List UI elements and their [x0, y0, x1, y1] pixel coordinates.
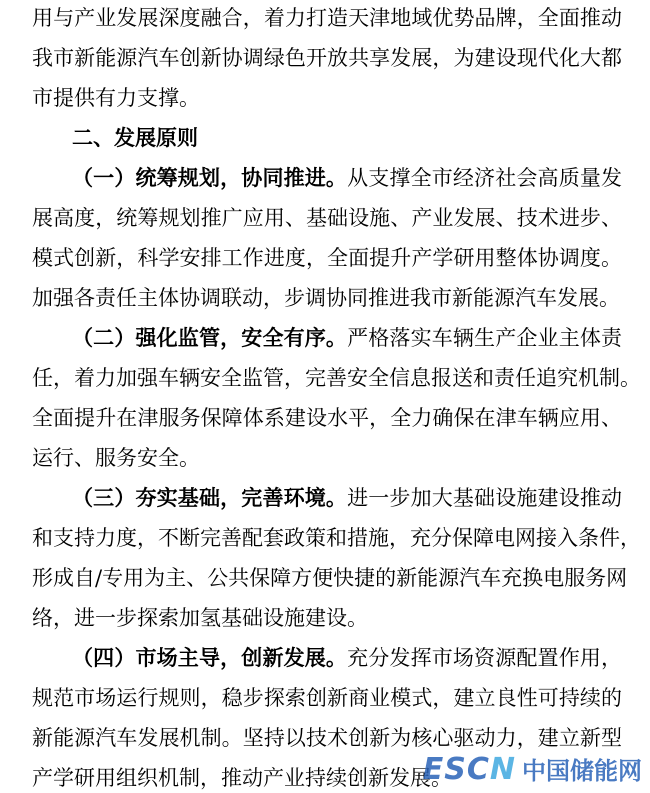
text-line: 和支持力度，不断完善配套政策和措施，充分保障电网接入条件，	[32, 526, 641, 550]
paragraph-title: （二）强化监管，安全有序。	[72, 326, 348, 350]
text-line: 展高度，统筹规划推广应用、基础设施、产业发展、技术进步、	[32, 206, 622, 230]
watermark-logo-main: ESC	[422, 752, 490, 787]
watermark-logo	[423, 751, 642, 787]
paragraph-first-line	[72, 326, 622, 350]
text-line: 我市新能源汽车创新协调绿色开放共享发展，为建设现代化大都	[32, 46, 622, 70]
paragraph-first-line	[72, 486, 622, 510]
text-line: 模式创新，科学安排工作进度，全面提升产学研用整体协调度。	[32, 246, 622, 270]
text-line: 全面提升在津服务保障体系建设水平，全力确保在津车辆应用、	[32, 406, 622, 430]
text-line: 用与产业发展深度融合，着力打造天津地域优势品牌，全面推动	[32, 6, 622, 30]
text-line: 络，进一步探索加氢基础设施建设。	[32, 606, 368, 630]
watermark-site-name: 中国储能网	[522, 757, 642, 785]
text-span: 严格落实车辆生产企业主体责	[347, 326, 623, 350]
paragraph-first-line	[72, 646, 622, 670]
paragraph-title: （四）市场主导，创新发展。	[72, 646, 348, 670]
text-line: 市提供有力支撑。	[32, 86, 200, 110]
text-span: 充分发挥市场资源配置作用，	[347, 646, 623, 670]
text-line: 形成自/专用为主、公共保障方便快捷的新能源汽车充换电服务网	[32, 566, 628, 590]
paragraph-first-line	[72, 166, 622, 190]
text-line: 新能源汽车发展机制。坚持以技术创新为核心驱动力，建立新型	[32, 726, 622, 750]
paragraph-title: （一）统筹规划，协同推进。	[72, 166, 348, 190]
text-line: 产学研用组织机制，推动产业持续创新发展。	[32, 766, 452, 790]
text-line: 任，着力加强车辆安全监管，完善安全信息报送和责任追究机制。	[32, 366, 641, 390]
watermark-logo-n: N	[489, 752, 516, 787]
watermark-logo-text	[423, 752, 516, 787]
paragraph-title: （三）夯实基础，完善环境。	[72, 486, 348, 510]
text-span: 进一步加大基础设施建设推动	[347, 486, 623, 510]
text-line: 规范市场运行规则，稳步探索创新商业模式，建立良性可持续的	[32, 686, 622, 710]
text-line: 运行、服务安全。	[32, 446, 200, 470]
section-heading: 二、发展原则	[72, 126, 198, 150]
text-line: 加强各责任主体协调联动，步调协同推进我市新能源汽车发展。	[32, 286, 620, 310]
text-span: 从支撑全市经济社会高质量发	[347, 166, 623, 190]
